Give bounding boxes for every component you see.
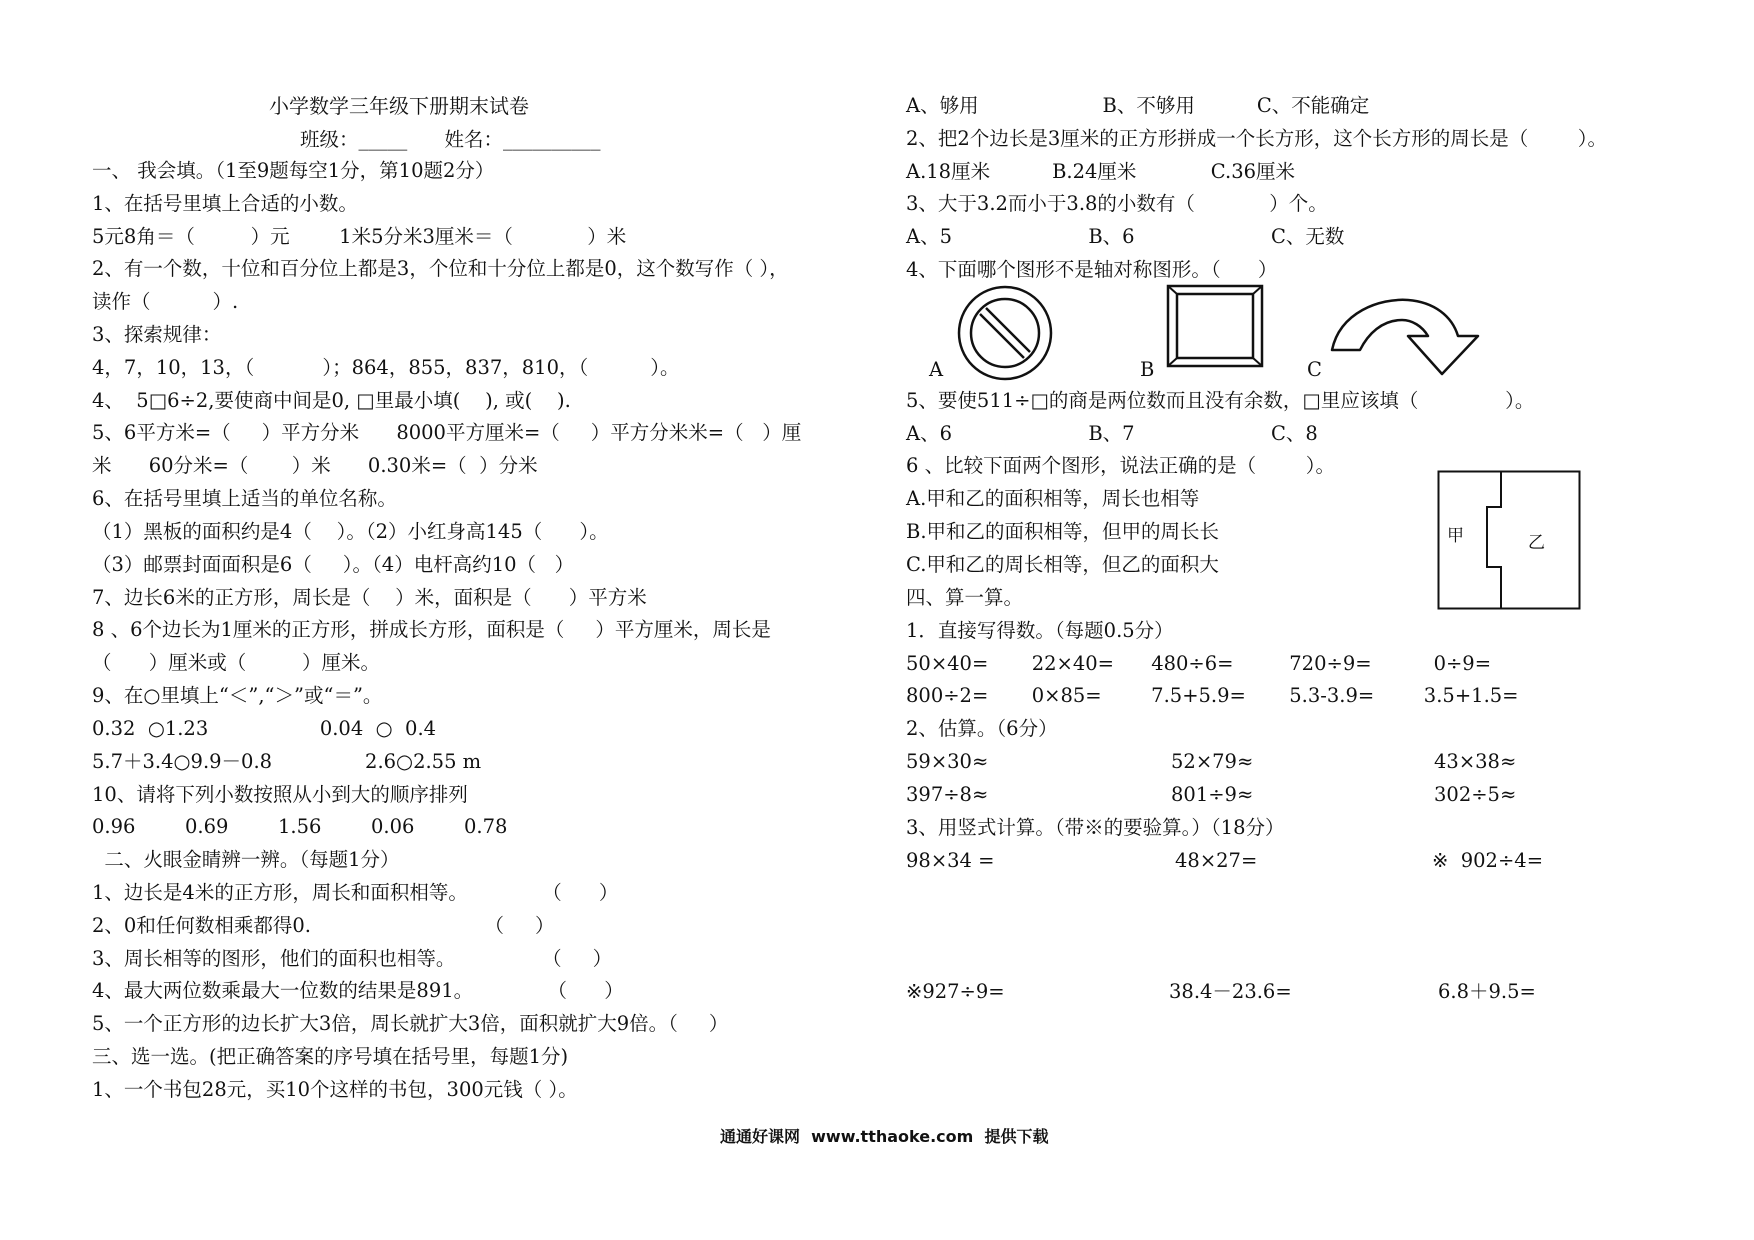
choice-3: 3、大于3.2而小于3.8的小数有（ ）个。 xyxy=(906,192,1328,215)
choice-5-options: A、6 B、7 C、8 xyxy=(906,422,1318,445)
choice-2: 2、把2个边长是3厘米的正方形拼成一个长方形，这个长方形的周长是（ ）。 xyxy=(906,127,1608,150)
question-2-read: 读作（ ）. xyxy=(92,290,239,313)
choice-4: 4、下面哪个图形不是轴对称图形。（ ） xyxy=(906,258,1278,281)
estimate-item: 397÷8≈ xyxy=(906,783,989,806)
question-10-numbers: 0.96 0.69 1.56 0.06 0.78 xyxy=(92,815,508,838)
choice-1: 1、一个书包28元，买10个这样的书包，300元钱（ ）。 xyxy=(92,1078,578,1101)
estimate-item: 59×30≈ xyxy=(906,750,989,773)
question-6: 6、在括号里填上适当的单位名称。 xyxy=(92,487,397,510)
vertical-calc-item: 48×27= xyxy=(1175,849,1258,872)
question-3-sequence: 4，7，10，13，（ ）；864，855，837，810，（ ）。 xyxy=(92,356,680,379)
estimate-item: 801÷9≈ xyxy=(1171,783,1254,806)
choice-1-options: A、够用 B、不够用 C、不能确定 xyxy=(906,94,1370,117)
judge-5: 5、一个正方形的边长扩大3倍，周长就扩大3倍，面积就扩大9倍。（ ） xyxy=(92,1012,729,1035)
vertical-calc-item: 98×34 = xyxy=(906,849,995,872)
choice-6-option-a: A.甲和乙的面积相等，周长也相等 xyxy=(906,487,1200,510)
question-2: 2、有一个数，十位和百分位上都是3，个位和十分位上都是0，这个数写作（ ）， xyxy=(92,257,789,280)
vertical-calc-item: ※927÷9= xyxy=(906,980,1005,1003)
vertical-calc-item: 38.4－23.6= xyxy=(1169,980,1292,1003)
choice-2-options: A.18厘米 B.24厘米 C.36厘米 xyxy=(906,160,1296,183)
choice-5: 5、要使511÷□的商是两位数而且没有余数，□里应该填（ ）。 xyxy=(906,389,1535,412)
question-8-cont: （ ）厘米或（ ）厘米。 xyxy=(92,651,380,674)
question-9-b: 5.7＋3.4○9.9－0.8 2.6○2.55 m xyxy=(92,750,482,773)
jia-label: 甲 xyxy=(1447,526,1464,546)
estimate-item: 52×79≈ xyxy=(1171,750,1254,773)
calc-1-row-a: 50×40= 22×40= 480÷6= 720÷9= 0÷9= xyxy=(906,652,1492,675)
question-7: 7、边长6米的正方形，周长是（ ）米，面积是（ ）平方米 xyxy=(92,586,647,609)
section-1-heading: 一、 我会填。（1至9题每空1分，第10题2分） xyxy=(92,159,495,182)
section-4-heading: 四、算一算。 xyxy=(906,586,1024,609)
question-9: 9、在○里填上“＜”,“＞”或“＝”。 xyxy=(92,684,383,707)
judge-1: 1、边长是4米的正方形，周长和面积相等。 （ ） xyxy=(92,881,619,904)
yi-label: 乙 xyxy=(1528,533,1545,553)
choice-6: 6 、比较下面两个图形，说法正确的是（ ）。 xyxy=(906,454,1335,477)
figure-a-label: A xyxy=(929,358,944,381)
question-8: 8 、6个边长为1厘米的正方形，拼成长方形，面积是（ ）平方厘米，周长是 xyxy=(92,618,771,641)
question-6-b: （3）邮票封面面积是6（ ）。（4）电杆高约10（ ） xyxy=(92,553,575,576)
figure-b-label: B xyxy=(1140,358,1155,381)
question-3: 3、探索规律： xyxy=(92,323,222,346)
footer-source: 通通好课网 www.tthaoke.com 提供下载 xyxy=(720,1127,1049,1146)
question-4: 4、 5□6÷2,要使商中间是0, □里最小填( ), 或( ). xyxy=(92,389,571,412)
vertical-calc-item: 6.8＋9.5= xyxy=(1438,980,1536,1003)
question-6-a: （1）黑板的面积约是4（ ）。（2）小红身高145（ ）。 xyxy=(92,520,609,543)
section-2-heading: 二、火眼金睛辨一辨。（每题1分） xyxy=(92,848,400,871)
exam-title: 小学数学三年级下册期末试卷 xyxy=(269,94,529,118)
calc-1: 1．直接写得数。（每题0.5分） xyxy=(906,619,1174,642)
question-1-items: 5元8角＝（ ）元 1米5分米3厘米＝（ ）米 xyxy=(92,225,627,248)
estimate-item: 302÷5≈ xyxy=(1434,783,1517,806)
choice-6-option-b: B.甲和乙的面积相等，但甲的周长长 xyxy=(906,520,1220,543)
judge-2: 2、0和任何数相乘都得0. （ ） xyxy=(92,914,555,937)
class-name-line: 班级：_____ 姓名：__________ xyxy=(300,128,601,151)
vertical-calc-item: ※ 902÷4= xyxy=(1432,849,1544,872)
calc-3: 3、用竖式计算。（带※的要验算。）（18分） xyxy=(906,816,1285,839)
figure-c-label: C xyxy=(1307,358,1322,381)
estimate-item: 43×38≈ xyxy=(1434,750,1517,773)
beveled-square-figure xyxy=(1166,284,1264,368)
choice-3-options: A、5 B、6 C、无数 xyxy=(906,225,1345,248)
judge-3: 3、周长相等的图形，他们的面积也相等。 （ ） xyxy=(92,947,613,970)
judge-4: 4、最大两位数乘最大一位数的结果是891。 （ ） xyxy=(92,979,624,1002)
question-9-a: 0.32 ○1.23 0.04 ○ 0.4 xyxy=(92,717,437,740)
calc-1-row-b: 800÷2= 0×85= 7.5+5.9= 5.3-3.9= 3.5+1.5= xyxy=(906,684,1519,707)
prohibition-circle-figure xyxy=(956,284,1054,382)
choice-6-option-c: C.甲和乙的周长相等，但乙的面积大 xyxy=(906,553,1219,576)
question-5-cont: 米 60分米=（ ）米 0.30米=（ ）分米 xyxy=(92,454,538,477)
question-5: 5、6平方米=（ ）平方分米 8000平方厘米=（ ）平方分米米=（ ）厘 xyxy=(92,421,802,444)
calc-2: 2、估算。（6分） xyxy=(906,717,1058,740)
section-3-heading: 三、选一选。(把正确答案的序号填在括号里，每题1分) xyxy=(92,1045,569,1068)
curved-arrow-figure xyxy=(1328,292,1488,378)
question-10: 10、请将下列小数按照从小到大的顺序排列 xyxy=(92,783,468,806)
question-1: 1、在括号里填上合适的小数。 xyxy=(92,192,358,215)
